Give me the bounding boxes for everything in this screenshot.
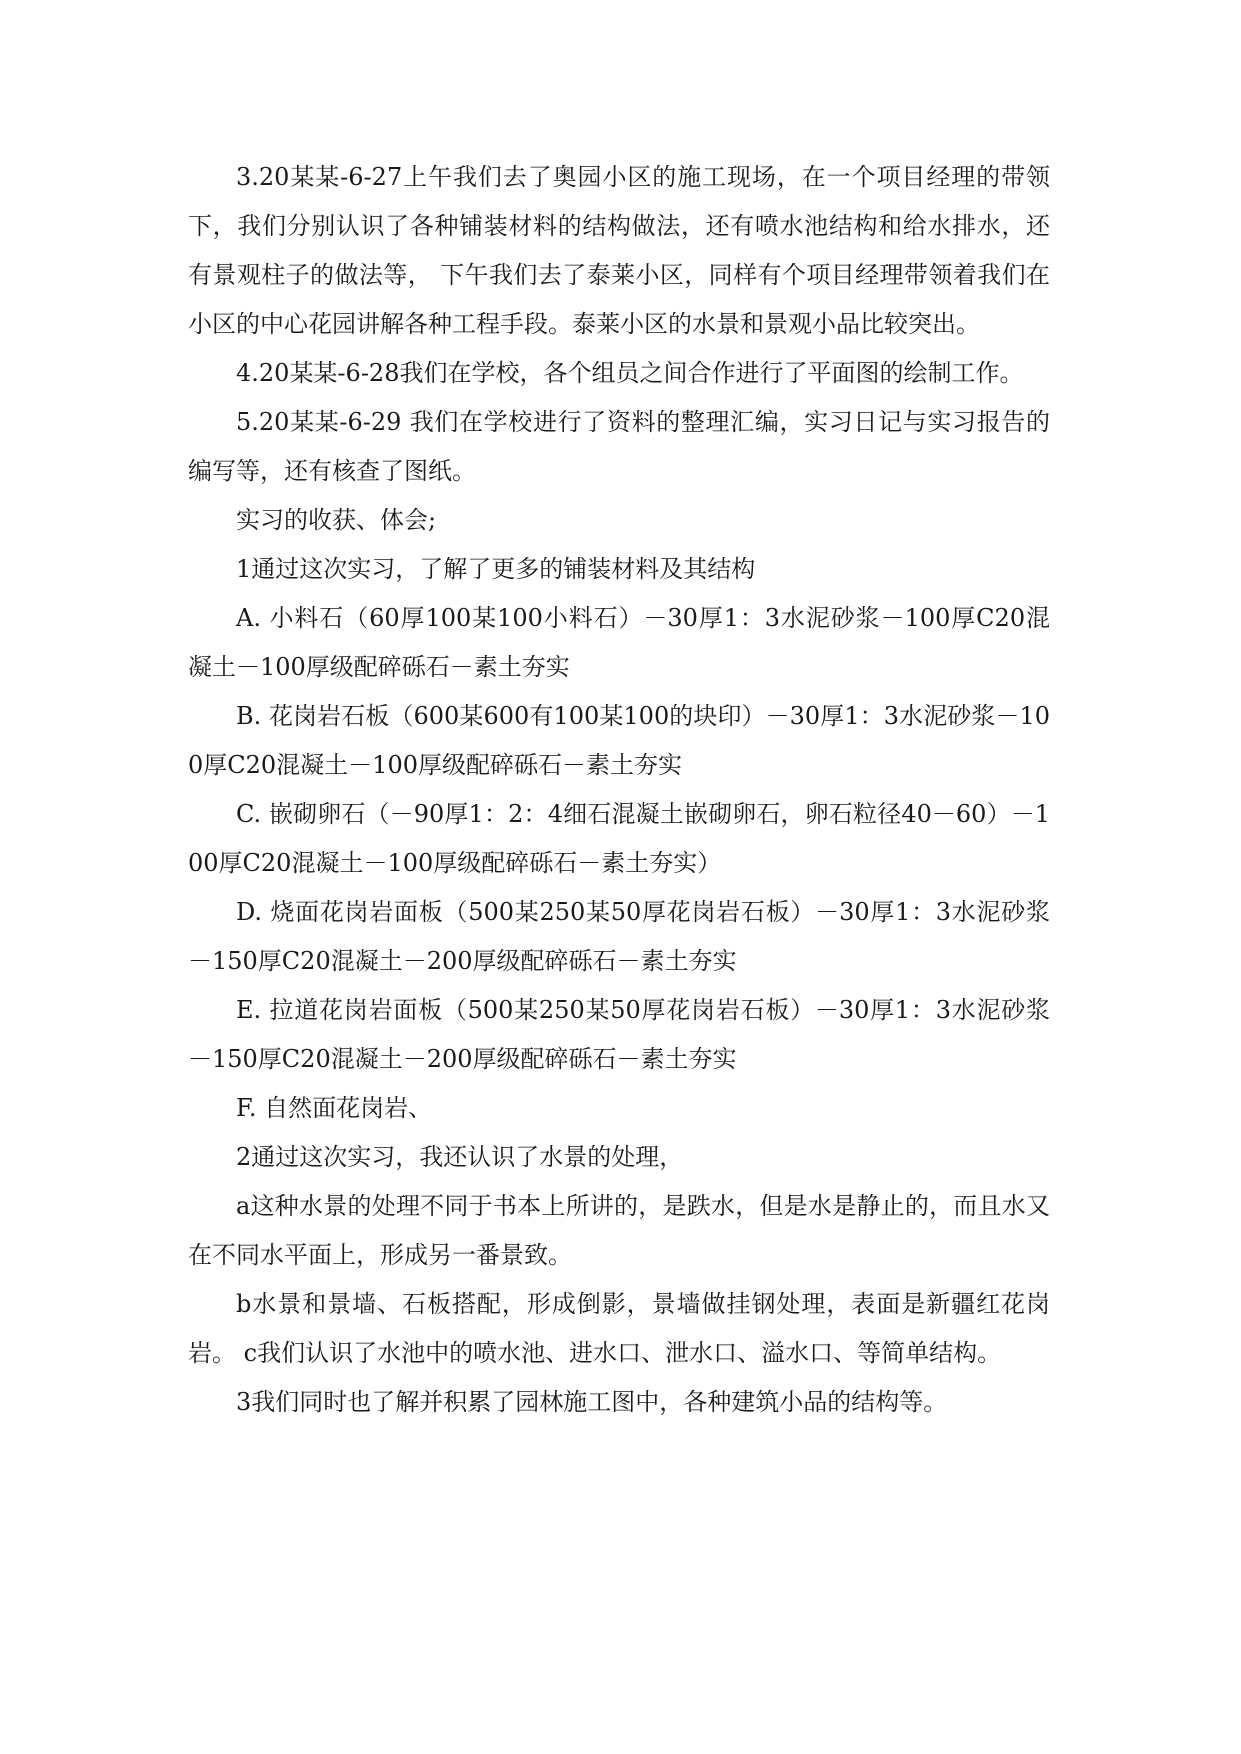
paragraph-item-c: C. 嵌砌卵石（－90厚1：2：4细石混凝土嵌砌卵石，卵石粒径40－60）－100厚C20混凝土－100厚级配碎砾石－素土夯实） <box>188 800 1050 877</box>
paragraph-item-b: B. 花岗岩石板（600某600有100某100的块印）－30厚1：3水泥砂浆－100厚C20混凝土－100厚级配碎砾石－素土夯实 <box>188 702 1050 779</box>
paragraph-item-e: E. 拉道花岗岩面板（500某250某50厚花岗岩石板）－30厚1：3水泥砂浆－150厚C20混凝土－200厚级配碎砾石－素土夯实 <box>188 996 1050 1073</box>
paragraph-point-1: 1通过这次实习，了解了更多的铺装材料及其结构 <box>236 555 756 583</box>
paragraph-sub-a: a这种水景的处理不同于书本上所讲的，是跌水，但是水是静止的，而且水又在不同水平面上，形成另一番景致。 <box>188 1192 1050 1269</box>
section-heading-gains: 实习的收获、体会; <box>236 506 437 534</box>
paragraph-item-a: A. 小料石（60厚100某100小料石）－30厚1：3水泥砂浆－100厚C20混凝土－100厚级配碎砾石－素土夯实 <box>188 604 1050 681</box>
paragraph-sub-b-c: b水景和景墙、石板搭配，形成倒影，景墙做挂钢处理，表面是新疆红花岗岩。 c我们认识了水池中的喷水池、进水口、泄水口、溢水口、等简单结构。 <box>188 1290 1050 1367</box>
paragraph-day3: 3.20某某-6-27上午我们去了奥园小区的施工现场，在一个项目经理的带领下，我们分别认识了各种铺装材料的结构做法，还有喷水池结构和给水排水，还有景观柱子的做法等， 下午我们去了泰莱小区，同样有个项目经理带领着我们在小区的中心花园讲解各种工程手段。泰莱小区的水景和景观小品比较突出。 <box>188 163 1050 338</box>
paragraph-day5: 5.20某某-6-29 我们在学校进行了资料的整理汇编，实习日记与实习报告的编写等，还有核查了图纸。 <box>188 408 1050 485</box>
document-body <box>188 153 1050 1427</box>
paragraph-item-f: F. 自然面花岗岩、 <box>236 1094 433 1122</box>
paragraph-point-3: 3我们同时也了解并积累了园林施工图中，各种建筑小品的结构等。 <box>236 1388 948 1416</box>
paragraph-item-d: D. 烧面花岗岩面板（500某250某50厚花岗岩石板）－30厚1：3水泥砂浆－150厚C20混凝土－200厚级配碎砾石－素土夯实 <box>188 898 1050 975</box>
paragraph-day4: 4.20某某-6-28我们在学校，各个组员之间合作进行了平面图的绘制工作。 <box>236 359 1024 387</box>
paragraph-point-2: 2通过这次实习，我还认识了水景的处理， <box>236 1143 684 1171</box>
